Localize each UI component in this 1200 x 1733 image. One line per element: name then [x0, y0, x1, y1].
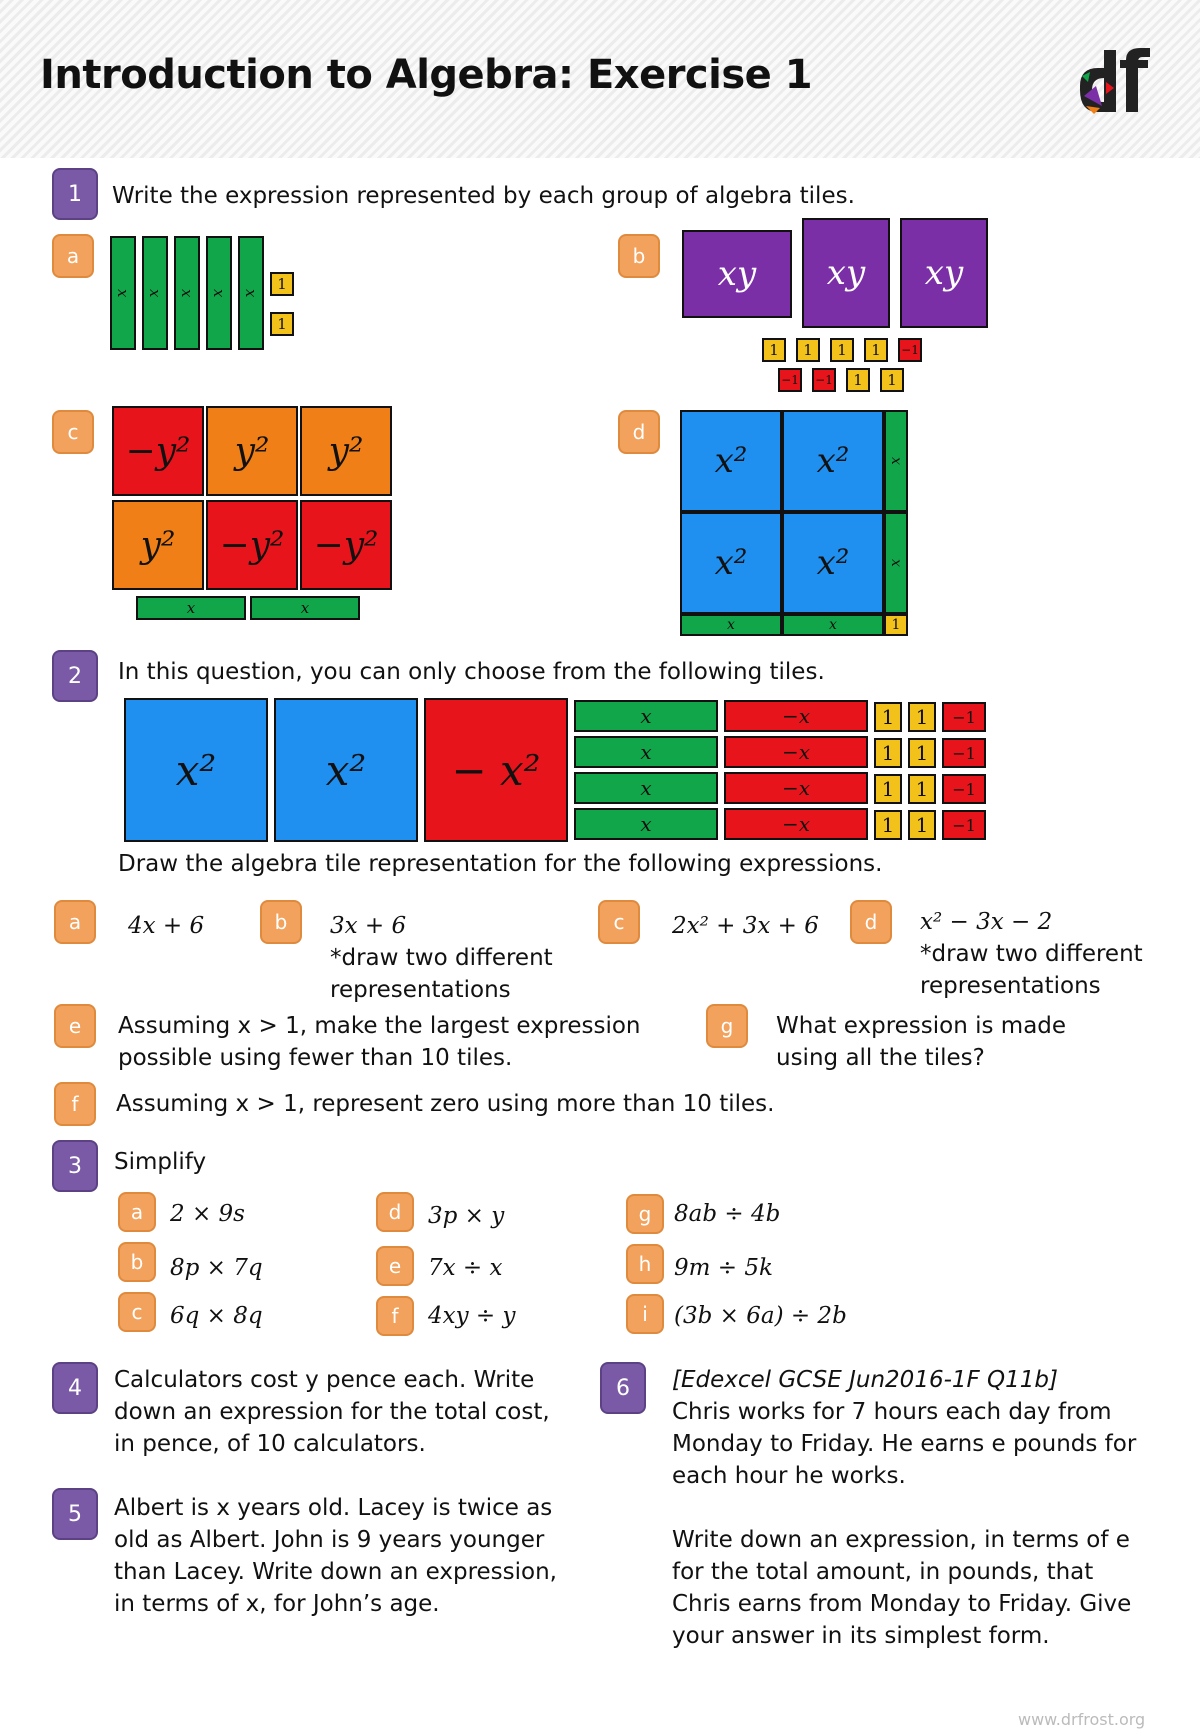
question-6-text-2: Write down an expression, in terms of e for the total amount, in pounds, that Chris earns from Monday to Friday. Give your answer in its simplest form. — [672, 1527, 1132, 1649]
question-4-text: Calculators cost y pence each. Write down an expression for the total cost, in pence, of 10 calculators. — [114, 1367, 550, 1457]
neg-one-tile: −1 — [942, 702, 986, 732]
question-6-badge: 6 — [600, 1362, 646, 1414]
q3-part-c-badge: c — [118, 1292, 156, 1332]
x-tile: x — [238, 236, 264, 350]
one-tile: 1 — [270, 272, 294, 296]
one-tile: 1 — [884, 614, 908, 636]
q3-part-e-badge: e — [376, 1246, 414, 1286]
q1-part-b-badge: b — [618, 234, 660, 278]
q1-part-c-badge: c — [52, 410, 94, 454]
q3-part-i-expression: (3b × 6a) ÷ 2b — [674, 1303, 847, 1329]
one-tile: 1 — [270, 312, 294, 336]
one-tile: 1 — [874, 774, 902, 804]
q2-part-c-badge: c — [598, 900, 640, 944]
y-squared-tile: y² — [300, 406, 392, 496]
q2-part-d-badge: d — [850, 900, 892, 944]
y-squared-tile: y² — [206, 406, 298, 496]
neg-one-tile: −1 — [942, 738, 986, 768]
neg-y-squared-tile: −y² — [300, 500, 392, 590]
x-tile: x — [110, 236, 136, 350]
x-tile: x — [142, 236, 168, 350]
neg-x-squared-tile: − x² — [424, 698, 568, 842]
neg-one-tile: −1 — [942, 810, 986, 840]
q1-part-a-badge: a — [52, 234, 94, 278]
one-tile: 1 — [796, 338, 820, 362]
one-tile: 1 — [762, 338, 786, 362]
q2-part-b-badge: b — [260, 900, 302, 944]
one-tile: 1 — [908, 810, 936, 840]
q2-part-g-text: What expression is made using all the tiles? — [776, 1013, 1067, 1071]
neg-x-tile: −x — [724, 808, 868, 840]
q2-part-d-expression: x² − 3x − 2 — [920, 909, 1053, 935]
q1-part-d-badge: d — [618, 410, 660, 454]
question-1-text: Write the expression represented by each group of algebra tiles. — [112, 183, 855, 209]
x-squared-tile: x² — [274, 698, 418, 842]
x-tile: x — [884, 410, 908, 512]
q3-part-i-badge: i — [626, 1294, 664, 1334]
x-tile: x — [250, 596, 360, 620]
q3-part-b-expression: 8p × 7q — [170, 1255, 263, 1281]
neg-x-tile: −x — [724, 772, 868, 804]
q2-part-g-badge: g — [706, 1004, 748, 1048]
question-4-badge: 4 — [52, 1362, 98, 1414]
q2-part-b-expression: 3x + 6 — [330, 913, 407, 939]
x-squared-tile: x² — [680, 512, 782, 614]
q2-part-c-expression: 2x² + 3x + 6 — [672, 913, 819, 939]
one-tile: 1 — [846, 368, 870, 392]
q2-part-f-badge: f — [54, 1082, 96, 1126]
x-tile: x — [782, 614, 884, 636]
one-tile: 1 — [874, 702, 902, 732]
x-squared-tile: x² — [782, 410, 884, 512]
q2-part-d-note: *draw two different representations — [920, 941, 1143, 999]
neg-one-tile: −1 — [898, 338, 922, 362]
q3-part-c-expression: 6q × 8q — [170, 1303, 263, 1329]
question-3-badge: 3 — [52, 1140, 98, 1192]
q3-part-h-badge: h — [626, 1244, 664, 1284]
one-tile: 1 — [908, 774, 936, 804]
question-1-badge: 1 — [52, 168, 98, 220]
q3-part-f-badge: f — [376, 1296, 414, 1336]
x-tile: x — [174, 236, 200, 350]
q3-part-g-expression: 8ab ÷ 4b — [674, 1201, 781, 1227]
one-tile: 1 — [908, 702, 936, 732]
question-6-text-1: Chris works for 7 hours each day from Monday to Friday. He earns e pounds for each hour he works. — [672, 1399, 1137, 1489]
y-squared-tile: y² — [112, 500, 204, 590]
q3-part-e-expression: 7x ÷ x — [428, 1255, 503, 1281]
x-tile: x — [574, 772, 718, 804]
neg-x-tile: −x — [724, 736, 868, 768]
neg-one-tile: −1 — [942, 774, 986, 804]
x-squared-tile: x² — [782, 512, 884, 614]
one-tile: 1 — [830, 338, 854, 362]
one-tile: 1 — [874, 738, 902, 768]
q3-part-f-expression: 4xy ÷ y — [428, 1303, 516, 1329]
x-tile: x — [884, 512, 908, 614]
neg-y-squared-tile: −y² — [112, 406, 204, 496]
q2-part-b-note: *draw two different representations — [330, 945, 553, 1003]
q3-part-a-expression: 2 × 9s — [170, 1201, 245, 1227]
question-5-badge: 5 — [52, 1488, 98, 1540]
neg-one-tile: −1 — [778, 368, 802, 392]
x-squared-tile: x² — [680, 410, 782, 512]
q3-part-a-badge: a — [118, 1192, 156, 1232]
q2-part-e-badge: e — [54, 1004, 96, 1048]
x-tile: x — [680, 614, 782, 636]
q3-part-h-expression: 9m ÷ 5k — [674, 1255, 773, 1281]
question-2-instruction: Draw the algebra tile representation for the following expressions. — [118, 851, 883, 877]
one-tile: 1 — [908, 738, 936, 768]
question-5-text: Albert is x years old. Lacey is twice as old as Albert. John is 9 years younger than Lacey. Write down an expression, in terms of x, for John’s age. — [114, 1495, 557, 1617]
q3-part-g-badge: g — [626, 1194, 664, 1234]
question-2-badge: 2 — [52, 650, 98, 702]
logo-icon — [1074, 46, 1166, 118]
question-2-intro: In this question, you can only choose from the following tiles. — [118, 659, 825, 685]
q2-part-a-expression: 4x + 6 — [128, 913, 205, 939]
xy-tile: xy — [900, 218, 988, 328]
df-logo — [1074, 46, 1166, 118]
question-3-text: Simplify — [114, 1149, 207, 1175]
xy-tile: xy — [682, 230, 792, 318]
one-tile: 1 — [864, 338, 888, 362]
one-tile: 1 — [874, 810, 902, 840]
footer-url: www.drfrost.org — [1018, 1710, 1146, 1729]
question-6-source: [Edexcel GCSE Jun2016-1F Q11b] — [672, 1367, 1059, 1393]
q3-part-b-badge: b — [118, 1242, 156, 1282]
xy-tile: xy — [802, 218, 890, 328]
x-squared-tile: x² — [124, 698, 268, 842]
one-tile: 1 — [880, 368, 904, 392]
neg-x-tile: −x — [724, 700, 868, 732]
q2-part-a-badge: a — [54, 900, 96, 944]
q3-part-d-badge: d — [376, 1192, 414, 1232]
x-tile: x — [574, 808, 718, 840]
q3-part-d-expression: 3p × y — [428, 1203, 505, 1229]
q2-part-f-text: Assuming x > 1, represent zero using more than 10 tiles. — [116, 1091, 775, 1117]
neg-y-squared-tile: −y² — [206, 500, 298, 590]
neg-one-tile: −1 — [812, 368, 836, 392]
x-tile: x — [206, 236, 232, 350]
x-tile: x — [574, 736, 718, 768]
page-title: Introduction to Algebra: Exercise 1 — [40, 52, 813, 98]
x-tile: x — [574, 700, 718, 732]
x-tile: x — [136, 596, 246, 620]
q2-part-e-text: Assuming x > 1, make the largest expression possible using fewer than 10 tiles. — [118, 1013, 641, 1071]
